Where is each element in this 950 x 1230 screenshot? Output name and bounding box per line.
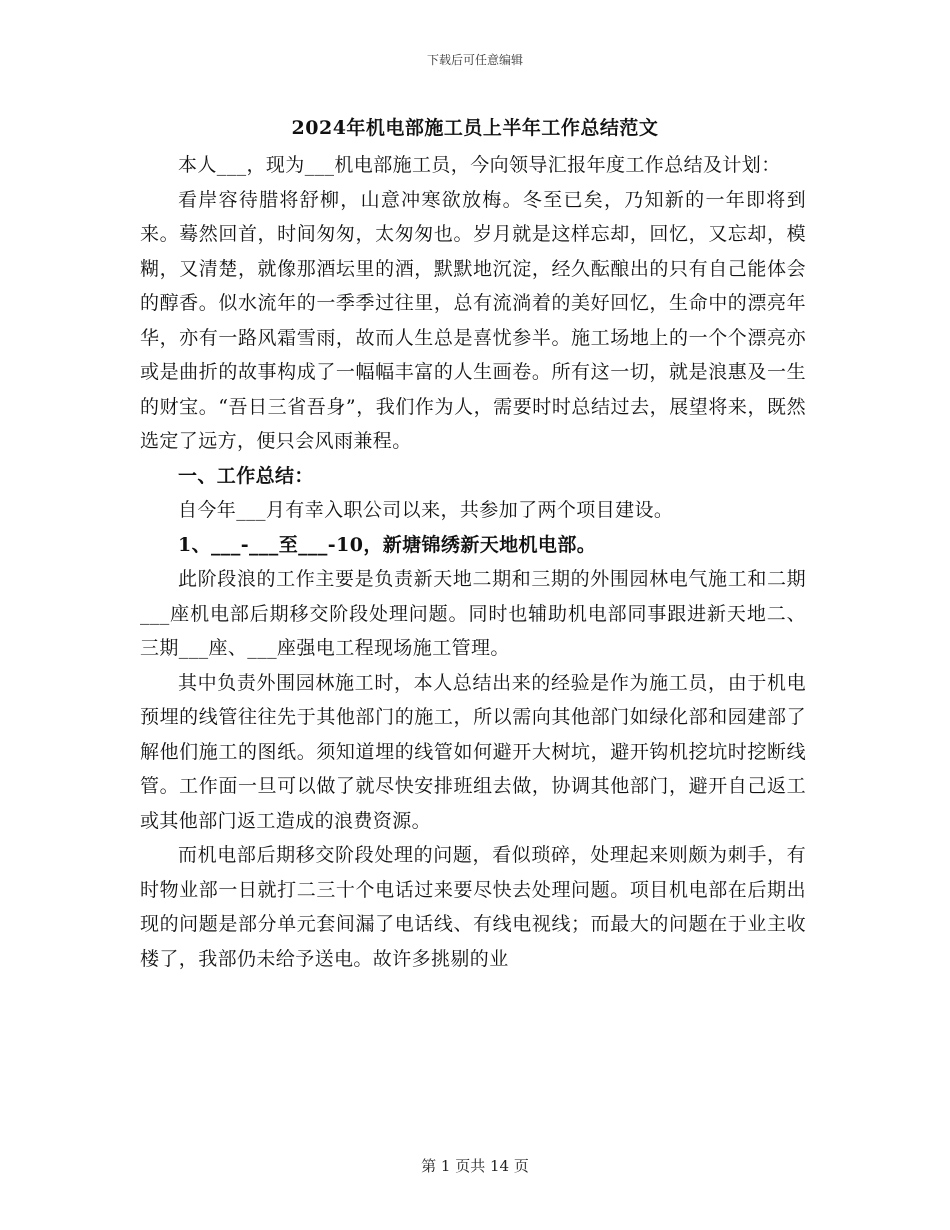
page-header-note: 下载后可任意编辑 xyxy=(426,53,523,67)
paragraph-intro: 本人___，现为___机电部施工员，今向领导汇报年度工作总结及计划： xyxy=(178,154,781,176)
paragraph-projects-overview: 自今年___月有幸入职公司以来，共参加了两个项目建设。 xyxy=(178,499,674,521)
document-body xyxy=(140,148,806,976)
section-heading-work-summary: 一、工作总结： xyxy=(178,464,314,487)
paragraph-handover-issues: 而机电部后期移交阶段处理的问题，看似琐碎，处理起来则颇为刺手，有时物业部一日就打二三十个电话过来要尽快去处理问题。项目机电部在后期出现的问题是部分单元套间漏了电话线、有线电视线；而最大的问题在于业主收楼了，我部仍未给予送电。故许多挑剔的业 xyxy=(140,844,806,970)
page-number-footer: 第 1 页共 14 页 xyxy=(421,1157,529,1175)
paragraph-reflection: 看岸容待腊将舒柳，山意冲寒欲放梅。冬至已矣，乃知新的一年即将到来。蓦然回首，时间匆匆，太匆匆也。岁月就是这样忘却，回忆，又忘却，模糊，又清楚，就像那酒坛里的酒，默默地沉淀，经久酝酿出的只有自己能体会的醇香。似水流年的一季季过往里，总有流淌着的美好回忆，生命中的漂亮年华，亦有一路风霜雪雨，故而人生总是喜忧参半。施工场地上的一个个漂亮亦或是曲折的故事构成了一幅幅丰富的人生画卷。所有这一切，就是浪惠及一生的财宝。“吾日三省吾身”，我们作为人，需要时时总结过去，展望将来，既然选定了远方，便只会风雨兼程。 xyxy=(140,188,806,452)
subheading-project-1: 1、___-___至___-10，新塘锦绣新天地机电部。 xyxy=(178,533,597,556)
document-title: 2024年机电部施工员上半年工作总结范文 xyxy=(291,117,659,139)
paragraph-stage-duties: 此阶段浪的工作主要是负责新天地二期和三期的外围园林电气施工和二期___座机电部后期移交阶段处理问题。同时也辅助机电部同事跟进新天地二、三期___座、___座强电工程现场施工管理。 xyxy=(140,568,806,659)
paragraph-landscape-experience: 其中负责外围园林施工时，本人总结出来的经验是作为施工员，由于机电预埋的线管往往先于其他部门的施工，所以需向其他部门如绿化部和园建部了解他们施工的图纸。须知道埋的线管如何避开大树坑，避开钩机挖坑时挖断线管。工作面一旦可以做了就尽快安排班组去做，协调其他部门，避开自己返工或其他部门返工造成的浪费资源。 xyxy=(140,671,806,832)
